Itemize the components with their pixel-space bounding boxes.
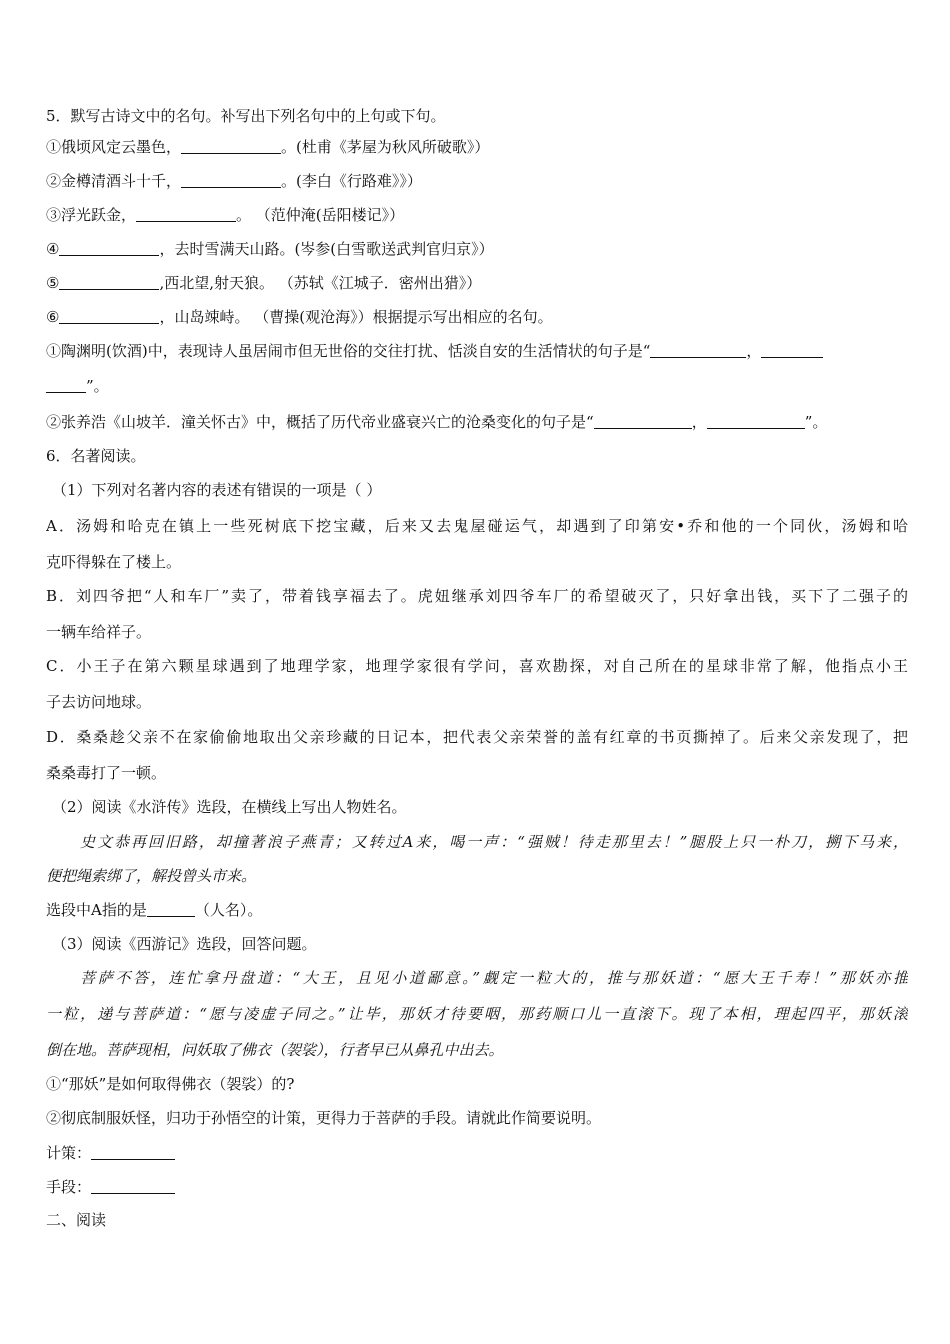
answer-blank[interactable] [761,343,823,358]
q5-line-4 [46,239,908,259]
q5-line-2 [46,171,908,191]
answer-blank[interactable] [650,343,746,358]
option-d-line1: D．桑桑趁父亲不在家偷偷地取出父亲珍藏的日记本，把代表父亲荣誉的盖有红章的书页撕掉了。后来父亲发现了，把 [46,728,908,746]
plan-line [46,1143,908,1163]
plan-label: 计策： [46,1144,92,1162]
q5-line-1-post: 。(杜甫《茅屋为秋风所破歌》） [281,138,490,156]
q5-prompt-1-text: ①陶渊明(饮酒)中，表现诗人虽居闹市但无世俗的交往打扰、恬淡自安的生活情状的句子是“ [46,342,651,360]
answer-blank[interactable] [59,309,159,324]
excerpt-shuihu-line1: 史文恭再回旧路，却撞著浪子燕青；又转过A来，喝一声：“强贼！待走那里去！”腿股上只一朴刀，搠下马来， [80,833,908,851]
excerpt-xiyou-line1: 菩萨不答，连忙拿丹盘道：“大王，且见小道鄙意。”觑定一粒大的，推与那妖道：“愿大王千寿！”那妖亦推 [80,969,908,987]
q6-question-2: ②彻底制服妖怪，归功于孙悟空的计策，更得力于菩萨的手段。请就此作简要说明。 [46,1109,602,1127]
answer-blank[interactable] [594,414,692,429]
excerpt-xiyou-line2: 一粒，递与菩萨道：“愿与凌虚子同之。”让毕，那妖才待要咽，那药顺口儿一直滚下。现了本相，理起四平，那妖滚 [46,1005,908,1023]
q6-question-1: ①“那妖”是如何取得佛衣（袈裟）的? [46,1075,295,1093]
q5-prompt-2-end: ”。 [804,413,828,431]
means-line [46,1177,908,1197]
q5-prompt-2-text: ②张养浩《山坡羊．潼关怀古》中，概括了历代帝业盛衰兴亡的沧桑变化的句子是“ [46,413,594,431]
q5-prompt-1-end: ”。 [86,377,109,395]
q6-title: 6．名著阅读。 [46,447,146,465]
option-b-line2: 一辆车给祥子。 [46,623,152,641]
answer-blank[interactable] [91,1145,175,1160]
answer-blank[interactable] [181,173,281,188]
q5-line-2-post: 。(李白《行路难》》） [281,172,422,190]
q5-line-6-pre: ⑥ [46,308,60,326]
excerpt-xiyou-line3: 倒在地。菩萨现相，问妖取了佛衣（袈裟），行者早已从鼻孔中出去。 [46,1041,504,1059]
q5-line-1-pre: ①俄顷风定云墨色， [46,138,182,156]
q6-sub1: （1）下列对名著内容的表述有错误的一项是（ ） [52,481,382,499]
means-label: 手段： [46,1178,92,1196]
answer-blank[interactable] [181,139,281,154]
option-b-line1: B．刘四爷把“人和车厂”卖了，带着钱享福去了。虎妞继承刘四爷车厂的希望破灭了，只好拿出钱，买下了二强子的 [46,587,908,605]
q5-line-5-pre: ⑤ [46,274,60,292]
q5-line-5-post: ,西北望,射天狼。 （苏轼《江城子．密州出猎》） [159,274,482,292]
q5-prompt-1-sep: ， [746,342,762,360]
q5-prompt-2 [46,412,908,432]
q5-line-1 [46,137,908,157]
q5-prompt-2-sep: ， [691,413,707,431]
answer-blank[interactable] [59,275,159,290]
q5-line-5 [46,273,908,293]
answer-blank[interactable] [136,207,236,222]
option-c-line1: C．小王子在第六颗星球遇到了地理学家，地理学家很有学问，喜欢勘探，对自己所在的星球非常了解，他指点小王 [46,657,908,675]
q6-answer2-pre: 选段中A指的是 [46,901,147,919]
q5-line-6 [46,307,908,327]
q5-prompt-1 [46,341,908,361]
q5-line-3 [46,205,908,225]
answer-blank[interactable] [46,378,86,393]
q6-answer2 [46,900,908,920]
q5-line-4-pre: ④ [46,240,60,258]
q5-line-6-post: ，山岛竦峙。 （曹操(观沧海》）根据提示写出相应的名句。 [159,308,553,326]
option-c-line2: 子去访问地球。 [46,693,152,711]
q6-answer2-post: （人名）。 [194,901,263,919]
excerpt-shuihu-line2: 便把绳索绑了，解投曾头市来。 [46,867,257,885]
option-a-line2: 克吓得躲在了楼上。 [46,553,182,571]
answer-blank[interactable] [91,1179,175,1194]
q6-sub3: （3）阅读《西游记》选段，回答问题。 [52,935,317,953]
option-d-line2: 桑桑毒打了一顿。 [46,764,167,782]
option-a-line1: A．汤姆和哈克在镇上一些死树底下挖宝藏，后来又去鬼屋碰运气，却遇到了印第安•乔和他的一个同伙，汤姆和哈 [46,517,908,535]
q5-title: 5．默写古诗文中的名句。补写出下列名句中的上句或下句。 [46,107,446,125]
answer-blank[interactable] [707,414,805,429]
q5-line-4-post: ，去时雪满天山路。(岑参(白雪歌送武判官归京》） [159,240,494,258]
q6-sub2: （2）阅读《水浒传》选段，在横线上写出人物姓名。 [52,798,407,816]
q5-line-3-pre: ③浮光跃金， [46,206,137,224]
q5-line-2-pre: ②金樽清酒斗十千， [46,172,182,190]
answer-blank[interactable] [147,902,195,917]
answer-blank[interactable] [59,241,159,256]
q5-prompt-1-cont [46,376,908,396]
section-two-heading: 二、阅读 [46,1211,107,1229]
q5-line-3-post: 。 （范仲淹(岳阳楼记》） [236,206,405,224]
